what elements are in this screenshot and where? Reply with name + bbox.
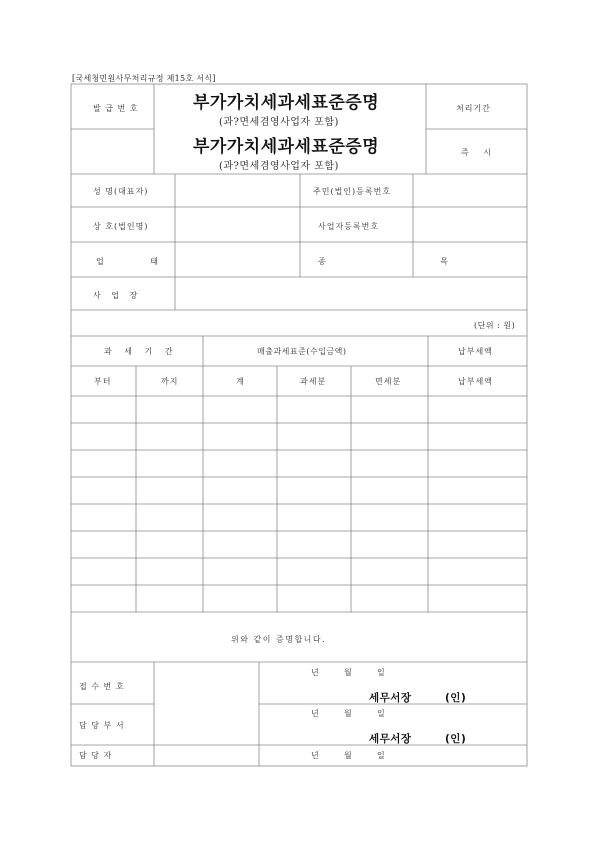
business-item-label: 종 목 (318, 257, 504, 266)
column-header-from: 부터 (94, 377, 112, 386)
seal-label: (인) (445, 733, 467, 745)
table-row[interactable] (72, 397, 526, 422)
table-row[interactable] (72, 559, 526, 584)
table-row[interactable] (72, 451, 526, 476)
certify-text: 위와 같이 증명합니다. (231, 635, 327, 644)
department-label: 담 당 부 서 (79, 721, 125, 730)
table-row[interactable] (72, 424, 526, 449)
date-year-label: 년 (311, 668, 320, 677)
date-month-label: 월 (344, 668, 353, 677)
column-header-to: 까지 (161, 377, 179, 386)
tax-paid-header: 납부세액 (458, 347, 493, 356)
tax-office-chief-label: 세무서장 (369, 733, 412, 745)
receipt-no-label: 접 수 번 호 (79, 682, 125, 691)
date-day-label: 일 (377, 668, 386, 677)
table-row[interactable] (72, 478, 526, 503)
resident-no-label: 주민(법인)등록번호 (313, 187, 392, 196)
document-subtitle: (과?면세겸영사업자 포함) (219, 117, 339, 128)
tax-office-chief-label: 세무서장 (369, 692, 412, 704)
date-day-label: 일 (377, 751, 386, 760)
name-label: 성 명(대표자) (93, 187, 149, 196)
form-code: [국세청민원사무처리규정 제15호 서식] (72, 74, 216, 83)
name-field[interactable] (176, 175, 299, 206)
trade-name-field[interactable] (176, 208, 299, 241)
document-title: 부가가치세과세표준증명 (193, 93, 380, 113)
officer-label: 담 당 자 (79, 751, 113, 760)
processing-period-value: 즉 시 (461, 148, 497, 157)
date-month-label: 월 (344, 709, 353, 718)
date-month-label: 월 (344, 751, 353, 760)
unit-note: (단위 : 원) (474, 321, 516, 330)
business-reg-field[interactable] (414, 208, 526, 241)
column-header-taxable: 과세분 (300, 377, 327, 386)
date-year-label: 년 (311, 709, 320, 718)
workplace-field[interactable] (176, 278, 526, 309)
seal-label: (인) (445, 692, 467, 704)
processing-period-label: 처리기간 (456, 104, 491, 113)
date-year-label: 년 (311, 751, 320, 760)
business-reg-label: 사업자등록번호 (318, 222, 380, 231)
date-day-label: 일 (377, 709, 386, 718)
table-row[interactable] (72, 505, 526, 530)
business-type-field[interactable] (176, 243, 299, 276)
receipt-no-field[interactable] (155, 663, 258, 703)
column-header-total: 계 (236, 377, 245, 386)
officer-field[interactable] (155, 746, 258, 765)
column-header-exempt: 면세분 (375, 377, 402, 386)
workplace-label: 사 업 장 (93, 291, 142, 300)
table-row[interactable] (72, 586, 526, 611)
document-title-repeat: 부가가치세과세표준증명 (193, 137, 380, 157)
business-type-label: 업 태 (96, 257, 180, 266)
tax-period-header: 과 세 기 간 (104, 347, 178, 356)
tax-base-header: 매출과세표준(수입금액) (257, 347, 347, 356)
column-header-tax-paid: 납부세액 (458, 377, 493, 386)
issue-no-label: 발 급 번 호 (93, 104, 139, 113)
department-field[interactable] (155, 705, 258, 744)
trade-name-label: 상 호(법인명) (93, 222, 149, 231)
business-item-field[interactable] (414, 243, 526, 276)
table-row[interactable] (72, 532, 526, 557)
resident-no-field[interactable] (414, 175, 526, 206)
document-subtitle-repeat: (과?면세겸영사업자 포함) (219, 161, 339, 172)
